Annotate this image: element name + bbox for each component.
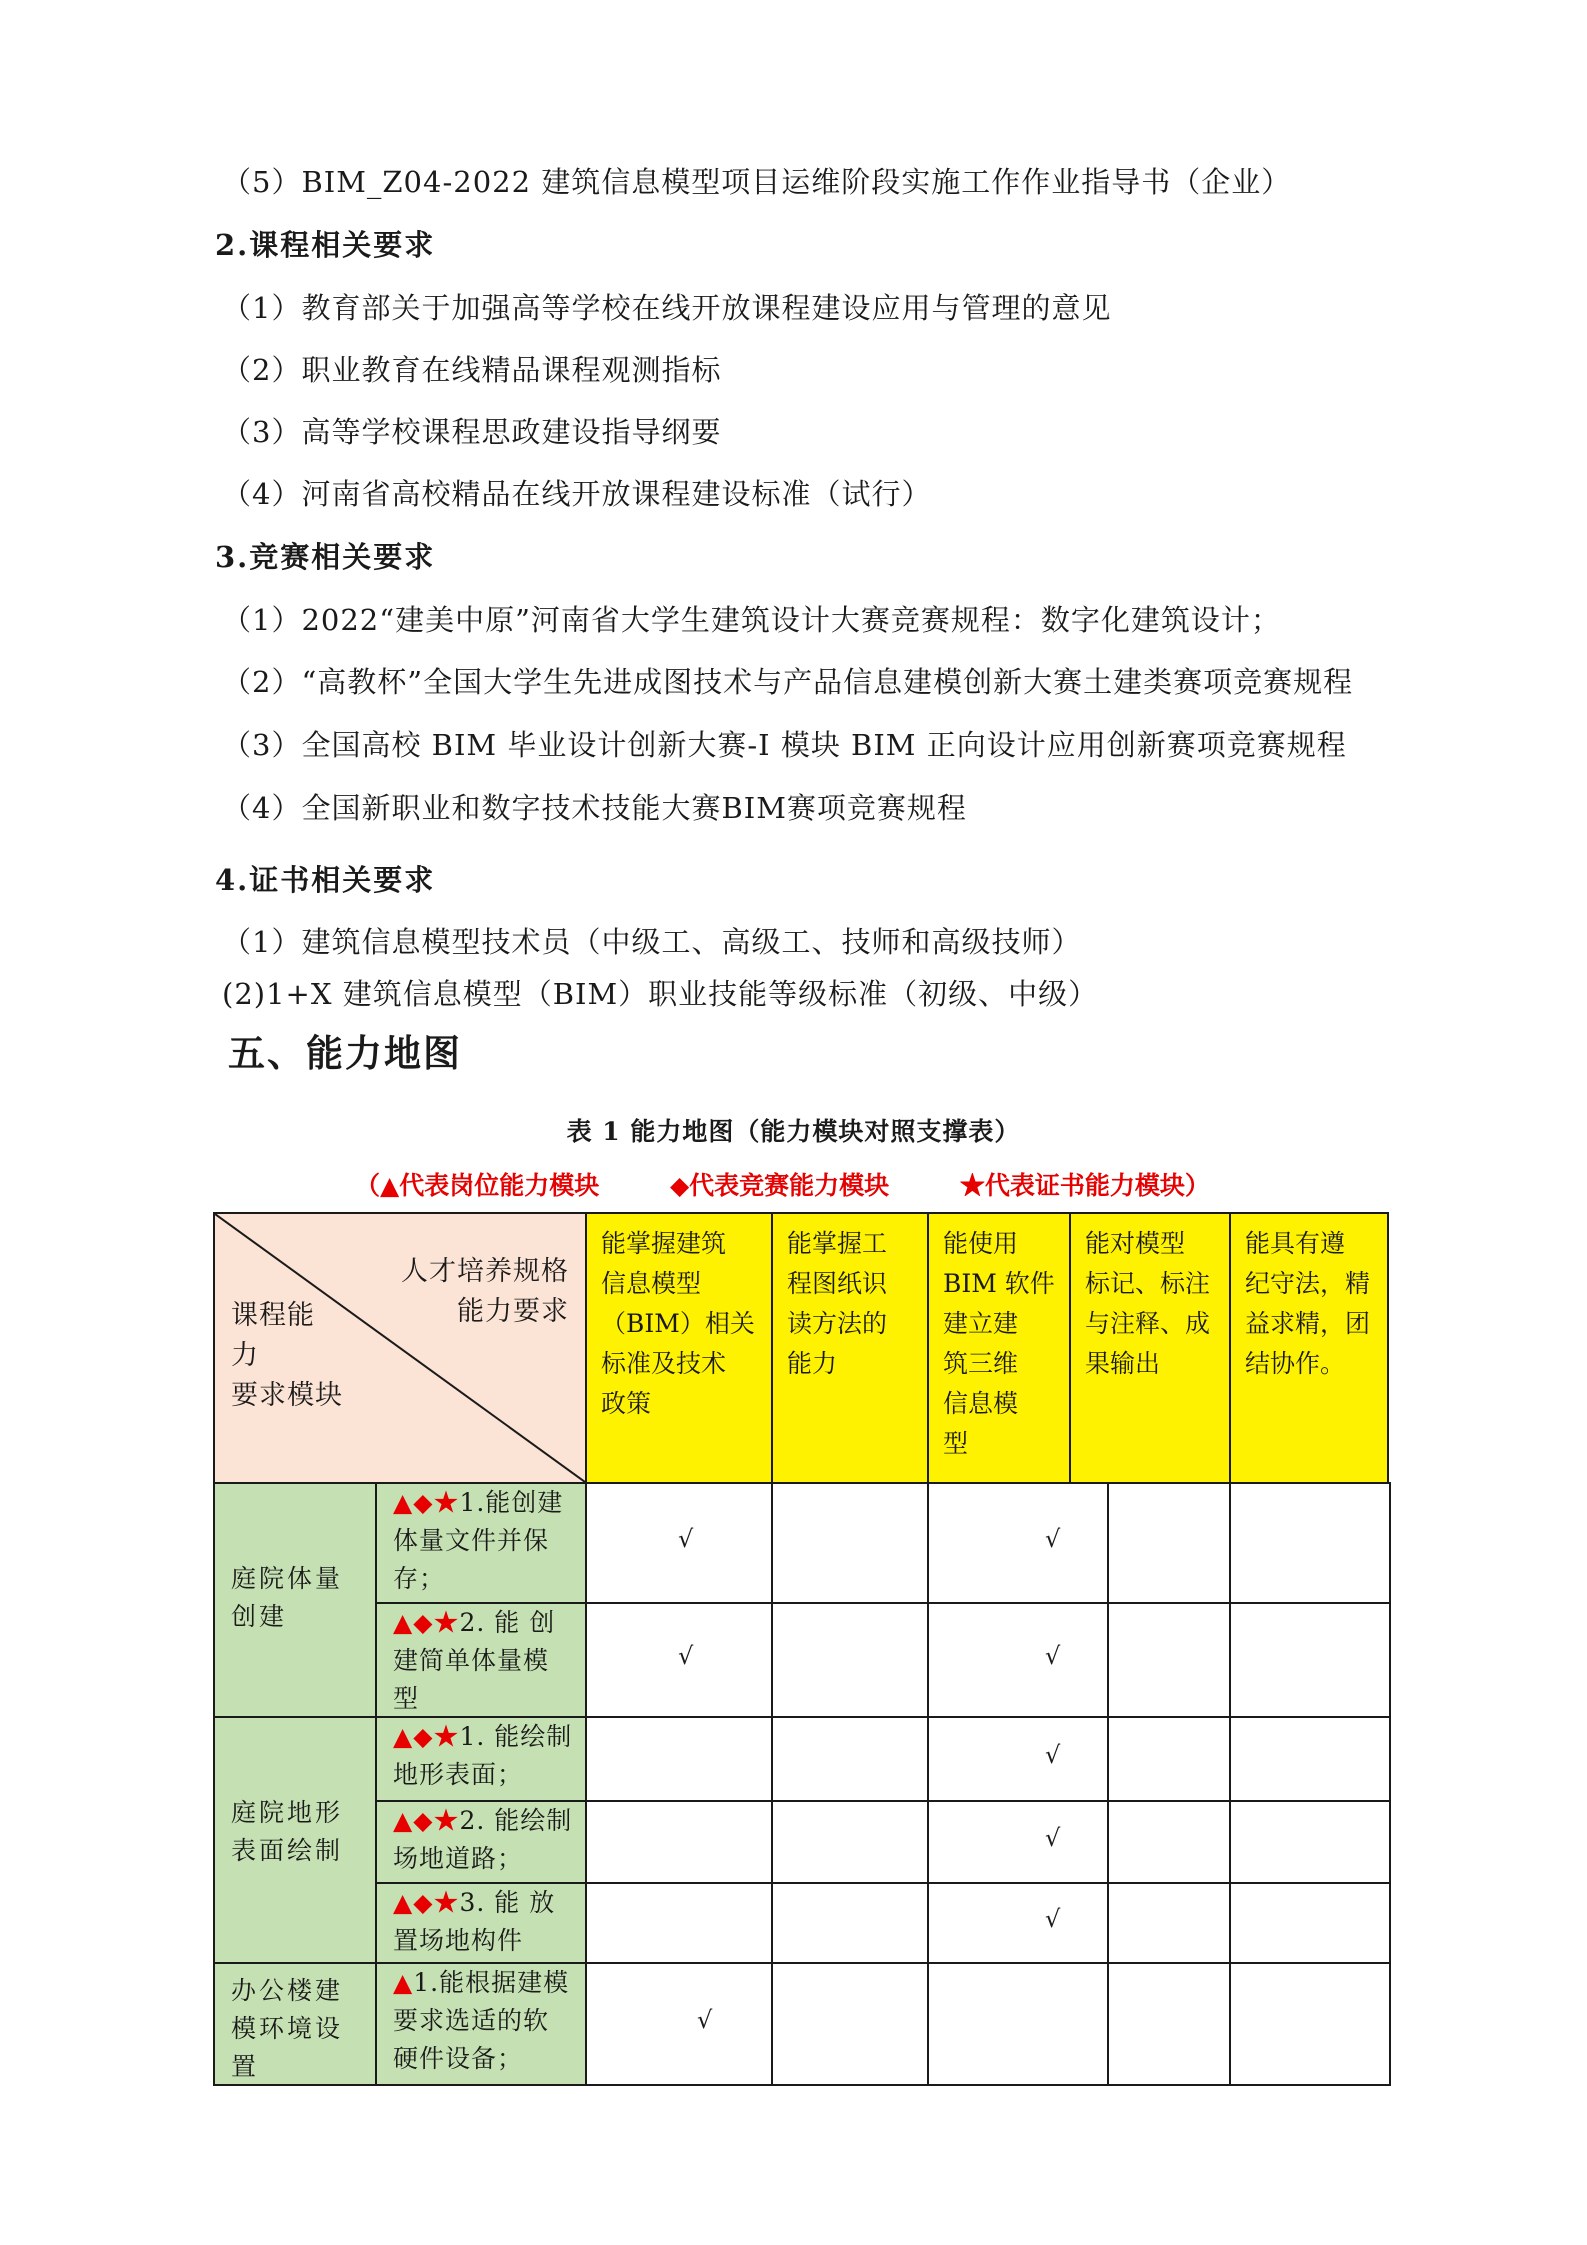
support-cell: [771, 1962, 929, 2086]
section-2-item: （3）高等学校课程思政建设指导纲要: [222, 415, 722, 449]
section-2-title: 2.课程相关要求: [215, 228, 436, 262]
guide-item-5: （5）BIM_Z04-2022 建筑信息模型项目运维阶段实施工作作业指导书（企业）: [222, 165, 1292, 199]
ability-item-cell: [375, 1800, 587, 1884]
ability-marks: ▲◆★: [393, 1722, 460, 1751]
section-3-item: （4）全国新职业和数字技术技能大赛BIM赛项竞赛规程: [222, 791, 967, 825]
legend-certificate-ability: ★代表证书能力模块）: [959, 1171, 1210, 1200]
support-cell: [1107, 1602, 1231, 1718]
check-mark: √: [1045, 1642, 1061, 1670]
check-mark: √: [1045, 1741, 1061, 1769]
legend-competition-ability: ◆代表竞赛能力模块: [669, 1171, 890, 1200]
support-cell: [927, 1716, 1109, 1802]
ability-column-header: [1229, 1212, 1389, 1484]
section-4-title: 4.证书相关要求: [215, 863, 436, 897]
support-cell: [771, 1800, 929, 1884]
module-name-cell: [213, 1482, 377, 1718]
ability-text: 3. 能 放 置场地构件: [393, 1888, 556, 1955]
table-corner-header: [213, 1212, 587, 1484]
support-cell: [1229, 1882, 1391, 1964]
section-3-item: （2）“高教杯”全国大学生先进成图技术与产品信息建模创新大赛土建类赛项竞赛规程: [222, 665, 1354, 699]
column-header-line: 信息模型: [601, 1269, 702, 1298]
support-cell: [927, 1800, 1109, 1884]
column-header-line: 果输出: [1085, 1349, 1161, 1378]
legend-post-ability: （▲代表岗位能力模块: [355, 1171, 600, 1200]
support-cell: [585, 1800, 773, 1884]
ability-item-cell: [375, 1602, 587, 1718]
column-header-line: 能掌握工: [787, 1229, 888, 1258]
support-cell: [771, 1602, 929, 1718]
support-cell: [1229, 1482, 1391, 1604]
column-header-line: 能具有遵: [1245, 1229, 1346, 1258]
check-mark: √: [1045, 1824, 1061, 1852]
module-name-cell: [213, 1962, 377, 2086]
support-cell: [927, 1962, 1109, 2086]
support-cell: [585, 1716, 773, 1802]
column-header-line: 结协作。: [1245, 1349, 1346, 1378]
column-header-line: 与注释、成: [1085, 1309, 1211, 1338]
support-cell: [1107, 1716, 1231, 1802]
support-cell: [927, 1882, 1109, 1964]
ability-text: 1.能根据建模要求选适的软硬件设备；: [393, 1968, 570, 2073]
ability-text: 1. 能绘制地形表面；: [393, 1722, 573, 1789]
column-header-line: 标记、标注: [1085, 1269, 1211, 1298]
section-3-title: 3.竞赛相关要求: [215, 540, 436, 574]
column-header-line: 建立建: [943, 1309, 1019, 1338]
support-cell: [771, 1882, 929, 1964]
ability-column-header: [585, 1212, 773, 1484]
corner-top-label: 人才培养规格 能力要求: [401, 1256, 569, 1327]
column-header-line: （BIM）相关: [601, 1309, 755, 1338]
support-cell: [927, 1482, 1109, 1604]
support-cell: [771, 1716, 929, 1802]
module-name: 庭院地形表面绘制: [231, 1798, 344, 1865]
check-mark: √: [678, 1642, 694, 1670]
section-3-item: （3）全国高校 BIM 毕业设计创新大赛-I 模块 BIM 正向设计应用创新赛项竞赛规程: [222, 728, 1347, 762]
ability-text: 2. 能 创 建简单体量模型: [393, 1608, 556, 1713]
column-header-line: 能力: [787, 1349, 838, 1378]
column-header-line: 型: [943, 1429, 969, 1458]
support-cell: [1107, 1882, 1231, 1964]
ability-column-header: [771, 1212, 929, 1484]
support-cell: [1107, 1482, 1231, 1604]
support-cell: [1107, 1800, 1231, 1884]
ability-marks: ▲◆★: [393, 1608, 460, 1637]
support-cell: [1107, 1962, 1231, 2086]
ability-marks: ▲◆★: [393, 1488, 460, 1517]
ability-marks: ▲◆★: [393, 1888, 460, 1917]
section-2-item: （1）教育部关于加强高等学校在线开放课程建设应用与管理的意见: [222, 291, 1112, 325]
section-2-item: （4）河南省高校精品在线开放课程建设标准（试行）: [222, 477, 932, 511]
ability-column-header: [927, 1212, 1071, 1484]
column-header-line: 信息模: [943, 1389, 1019, 1418]
support-cell: [585, 1962, 773, 2086]
column-header-line: 能使用: [943, 1229, 1019, 1258]
ability-text: 2. 能绘制场地道路；: [393, 1806, 573, 1873]
column-header-line: 筑三维: [943, 1349, 1019, 1378]
module-name: 办公楼建模环境设置: [231, 1976, 344, 2081]
column-header-line: 能对模型: [1085, 1229, 1186, 1258]
support-cell: [1229, 1962, 1391, 2086]
support-cell: [1229, 1800, 1391, 1884]
column-header-line: BIM 软件: [943, 1269, 1055, 1298]
section-4-item: (2)1+X 建筑信息模型（BIM）职业技能等级标准（初级、中级）: [222, 977, 1099, 1011]
support-cell: [1229, 1602, 1391, 1718]
ability-item-cell: [375, 1962, 587, 2086]
ability-column-header: [1069, 1212, 1231, 1484]
ability-text: 1.能创建体量文件并保存；: [393, 1488, 564, 1593]
table-caption: 表 1 能力地图（能力模块对照支撑表）: [566, 1117, 1021, 1146]
column-header-line: 读方法的: [787, 1309, 888, 1338]
ability-item-cell: [375, 1882, 587, 1964]
support-cell: [927, 1602, 1109, 1718]
section-3-item: （1）2022“建美中原”河南省大学生建筑设计大赛竞赛规程：数字化建筑设计；: [222, 603, 1281, 637]
ability-item-cell: [375, 1716, 587, 1802]
module-name: 庭院体量创建: [231, 1564, 344, 1631]
column-header-line: 益求精，团: [1245, 1309, 1371, 1338]
column-header-line: 政策: [601, 1389, 652, 1418]
corner-bottom-label: 课程能 力 要求模块: [231, 1300, 343, 1411]
support-cell: [771, 1482, 929, 1604]
column-header-line: 纪守法，精: [1245, 1269, 1371, 1298]
ability-marks: ▲: [393, 1968, 414, 1997]
section-2-item: （2）职业教育在线精品课程观测指标: [222, 353, 722, 387]
section-5-title: 五、能力地图: [228, 1032, 462, 1075]
column-header-line: 标准及技术: [601, 1349, 727, 1378]
section-4-item: （1）建筑信息模型技术员（中级工、高级工、技师和高级技师）: [222, 925, 1082, 959]
support-cell: [1229, 1716, 1391, 1802]
check-mark: √: [1045, 1525, 1061, 1553]
check-mark: √: [1045, 1905, 1061, 1933]
table-legend: [355, 1166, 1210, 1202]
module-name-cell: [213, 1716, 377, 1964]
column-header-line: 程图纸识: [787, 1269, 888, 1298]
column-header-line: 能掌握建筑: [601, 1229, 727, 1258]
check-mark: √: [697, 2006, 713, 2034]
check-mark: √: [678, 1525, 694, 1553]
support-cell: [585, 1882, 773, 1964]
ability-item-cell: [375, 1482, 587, 1604]
ability-marks: ▲◆★: [393, 1806, 460, 1835]
